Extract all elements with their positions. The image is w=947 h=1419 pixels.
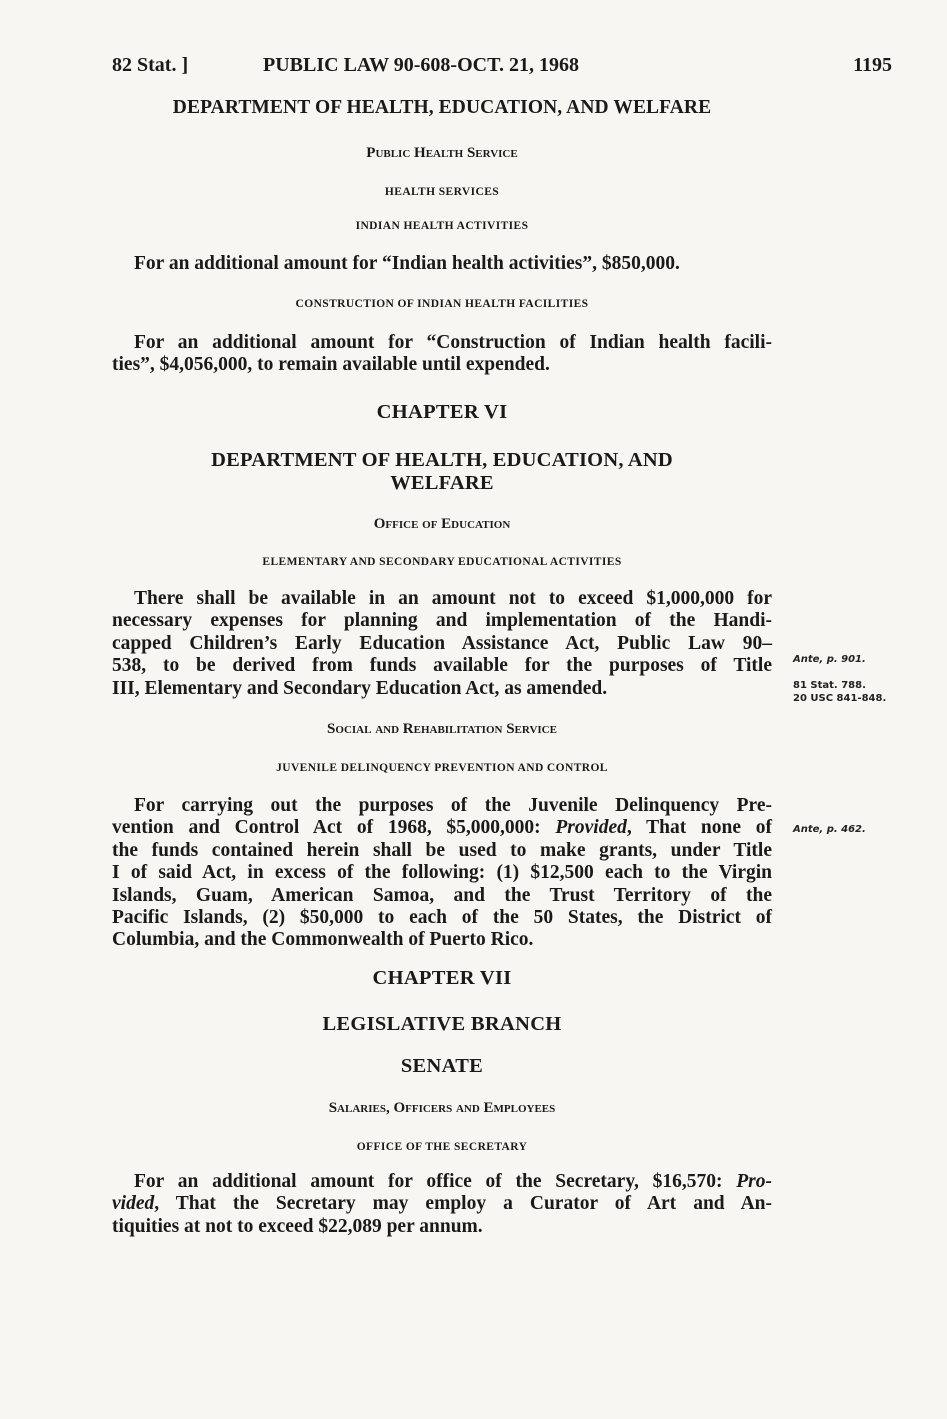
branch-heading: LEGISLATIVE BRANCH bbox=[322, 1013, 562, 1035]
paragraph-line: There shall be available in an amount not to exceed $1,000,000 for bbox=[134, 588, 772, 609]
paragraph-line: 538, to be derived from funds available for the purposes of Title bbox=[112, 655, 772, 677]
chapter-heading: CHAPTER VI bbox=[376, 401, 508, 423]
paragraph-line: Columbia, and the Commonwealth of Puerto Rico. bbox=[112, 929, 534, 951]
paragraph-line: I of said Act, in excess of the following: (1) $12,500 each to the Virgin bbox=[112, 862, 772, 884]
chapter-heading: CHAPTER VII bbox=[372, 967, 512, 989]
public-law-citation: PUBLIC LAW 90-608-OCT. 21, 1968 bbox=[263, 54, 579, 76]
agency-heading: Social and Rehabilitation Service bbox=[327, 721, 557, 737]
paragraph-line: capped Children’s Early Education Assistance Act, Public Law 90– bbox=[112, 632, 772, 654]
paragraph-line: Pacific Islands, (2) $50,000 to each of the 50 States, the District of bbox=[112, 907, 772, 929]
running-header bbox=[112, 54, 892, 78]
paragraph-line: vided, That the Secretary may employ a Curator of Art and An- bbox=[112, 1193, 772, 1215]
item-heading: ELEMENTARY AND SECONDARY EDUCATIONAL ACTIVITIES bbox=[262, 556, 622, 568]
paragraph-line: For carrying out the purposes of the Juvenile Delinquency Pre- bbox=[134, 795, 772, 816]
paragraph-line: For an additional amount for “Construction of Indian health facili- bbox=[134, 332, 772, 353]
proviso-term: vided bbox=[112, 1193, 155, 1215]
paragraph-line: ties”, $4,056,000, to remain available until expended. bbox=[112, 354, 550, 376]
appropriation-paragraph bbox=[112, 332, 772, 377]
department-heading-line: DEPARTMENT OF HEALTH, EDUCATION, AND bbox=[211, 449, 673, 471]
paragraph-line: tiquities at not to exceed $22,089 per annum. bbox=[112, 1215, 483, 1237]
proviso-term: Pro- bbox=[736, 1171, 773, 1192]
salaries-heading: Salaries, Officers and Employees bbox=[328, 1100, 556, 1116]
paragraph-line: the funds contained herein shall be used to make grants, under Title bbox=[112, 839, 772, 861]
house-heading: SENATE bbox=[400, 1055, 484, 1077]
statute-reference: 82 Stat. ] bbox=[112, 54, 189, 76]
item-heading: INDIAN HEALTH ACTIVITIES bbox=[355, 220, 529, 232]
proviso-term: Provided bbox=[555, 817, 627, 839]
department-heading-line: WELFARE bbox=[390, 472, 494, 494]
paragraph-line: Islands, Guam, American Samoa, and the Trust Territory of the bbox=[112, 884, 772, 906]
paragraph-line: For an additional amount for “Indian health activities”, $850,000. bbox=[134, 253, 680, 274]
agency-heading: Public Health Service bbox=[366, 145, 518, 161]
appropriation-paragraph bbox=[112, 795, 772, 952]
office-heading: Office of Education bbox=[373, 516, 511, 532]
paragraph-line: III, Elementary and Secondary Education Act, as amended. bbox=[112, 677, 608, 699]
department-heading: DEPARTMENT OF HEALTH, EDUCATION, AND WELFARE bbox=[172, 97, 712, 118]
item-heading: OFFICE OF THE SECRETARY bbox=[356, 1141, 528, 1153]
appropriation-paragraph bbox=[112, 253, 772, 275]
item-heading: CONSTRUCTION OF INDIAN HEALTH FACILITIES bbox=[295, 298, 589, 310]
page-number: 1195 bbox=[853, 54, 892, 76]
department-heading bbox=[112, 449, 772, 495]
paragraph-line: necessary expenses for planning and implementation of the Handi- bbox=[112, 610, 772, 632]
margin-note: Ante, p. 462. bbox=[793, 824, 866, 835]
paragraph-line: For an additional amount for office of the Secretary, $16,570: Pro- bbox=[134, 1171, 773, 1192]
paragraph-line: vention and Control Act of 1968, $5,000,000: Provided, That none of bbox=[112, 817, 772, 839]
margin-note: Ante, p. 901. bbox=[793, 654, 866, 665]
item-heading: JUVENILE DELINQUENCY PREVENTION AND CONTROL bbox=[276, 762, 608, 774]
margin-note: 81 Stat. 788. 20 USC 841-848. bbox=[793, 680, 887, 704]
appropriation-paragraph bbox=[112, 588, 772, 700]
appropriation-paragraph bbox=[112, 1171, 772, 1238]
division-heading: HEALTH SERVICES bbox=[384, 186, 500, 198]
